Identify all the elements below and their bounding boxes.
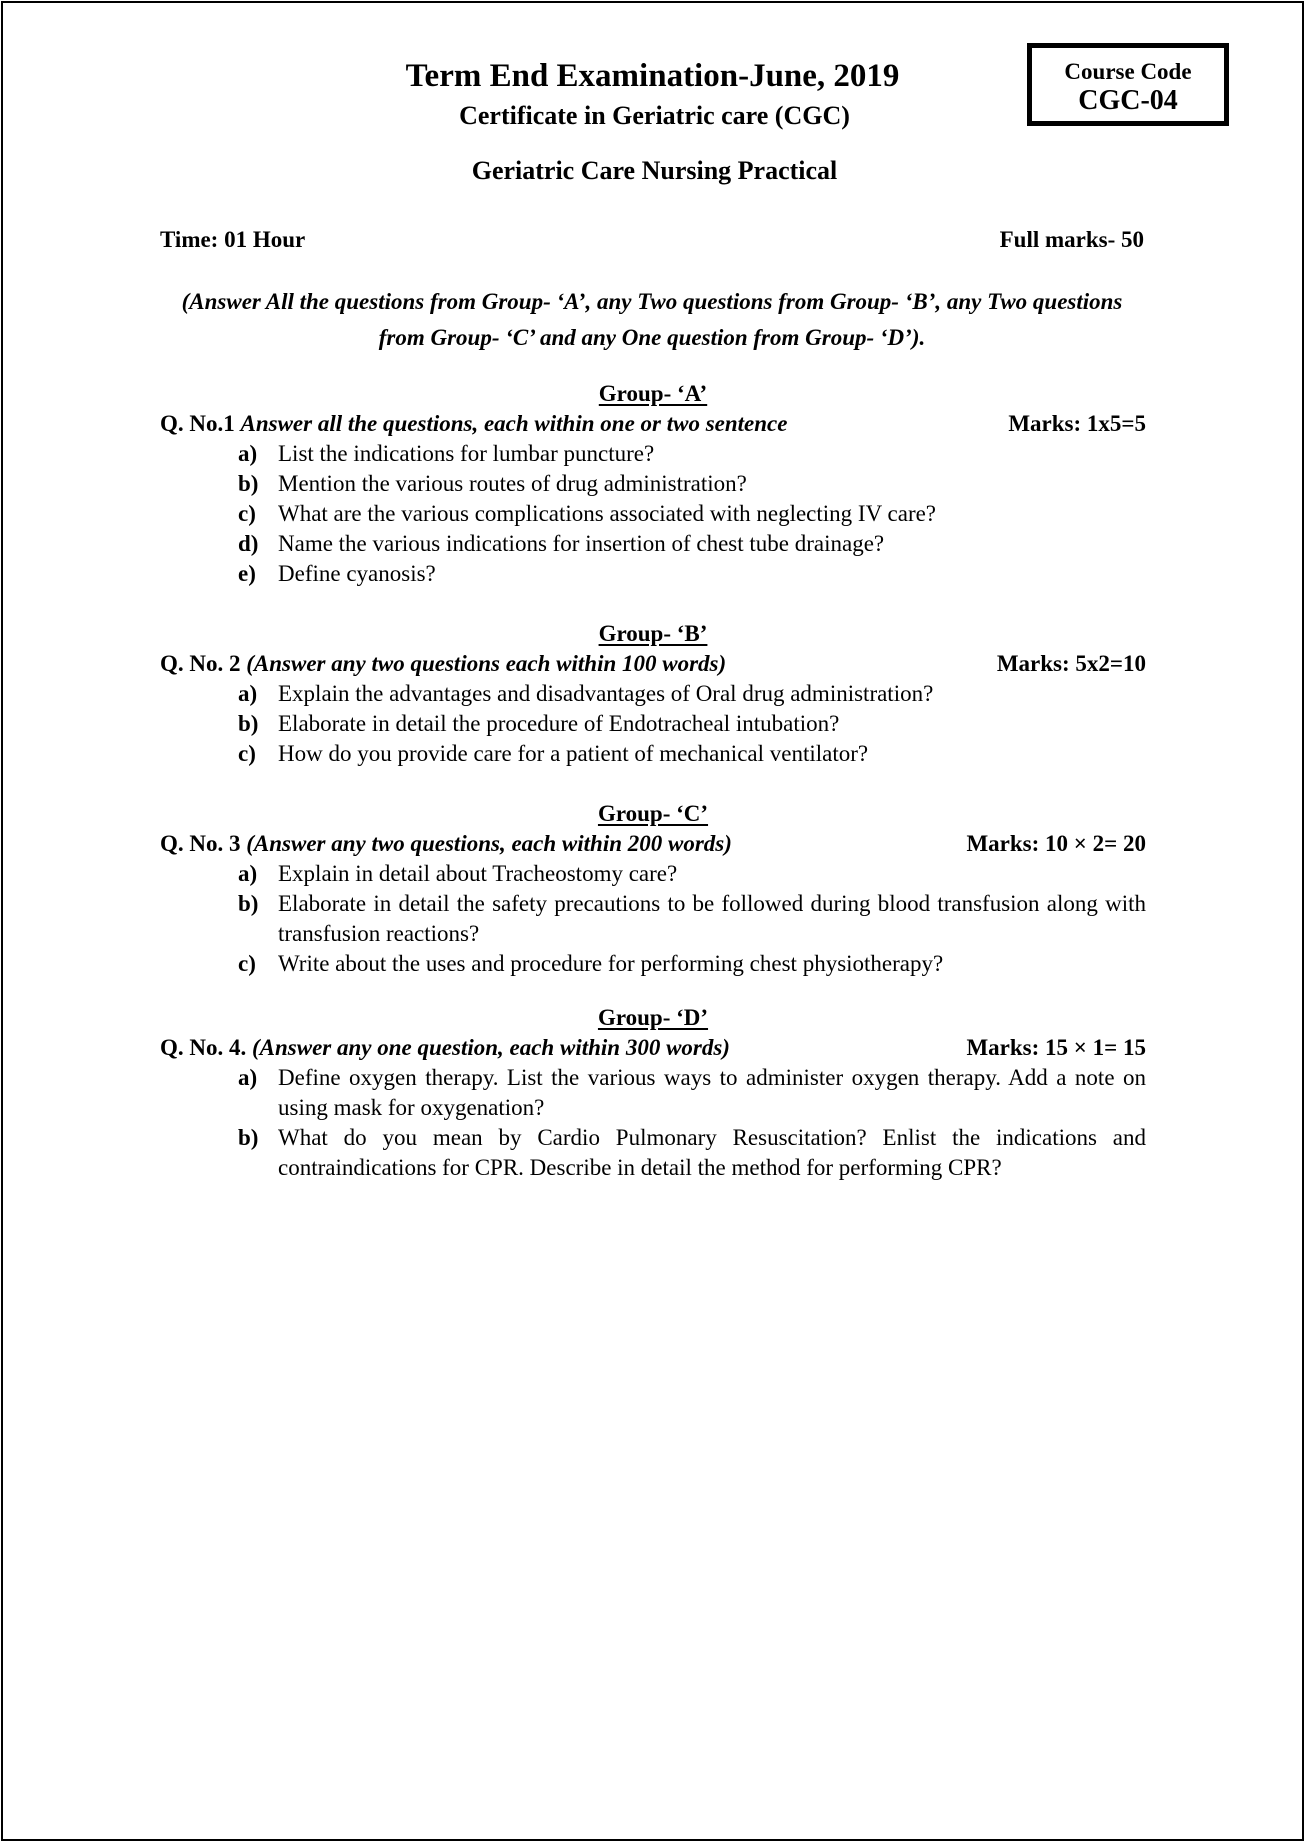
item-label: a)	[238, 1065, 258, 1090]
question-line	[160, 829, 1146, 859]
question-marks: Marks: 5x2=10	[996, 651, 1146, 676]
question-instruction: (Answer any one question, each within 300 words)	[252, 1035, 730, 1060]
item-text: What do you mean by Cardio Pulmonary Resuscitation? Enlist the indications and contraindications for CPR. Describe in detail the method for performing CPR?	[278, 1125, 1146, 1180]
list-item	[160, 709, 1146, 739]
course-code: CGC-04	[1078, 85, 1178, 116]
item-text: Explain the advantages and disadvantages of Oral drug administration?	[278, 681, 934, 706]
question-line	[160, 649, 1146, 679]
list-item	[160, 529, 1146, 559]
question-line	[160, 409, 1146, 439]
item-label: a)	[238, 861, 258, 886]
item-text: Define cyanosis?	[278, 561, 436, 586]
group-c	[160, 799, 1146, 979]
list-item	[160, 739, 1146, 769]
item-label: c)	[238, 951, 256, 976]
item-label: a)	[238, 441, 258, 466]
list-item	[160, 469, 1146, 499]
question-marks: Marks: 1x5=5	[1008, 411, 1146, 436]
question-marks: Marks: 15 × 1= 15	[966, 1035, 1146, 1060]
item-text: Mention the various routes of drug administration?	[278, 471, 747, 496]
list-item	[160, 1063, 1146, 1123]
item-label: a)	[238, 681, 258, 706]
group-b	[160, 619, 1146, 769]
instructions: (Answer All the questions from Group- ‘A’, any Two questions from Group- ‘B’, any Two questions from Group- ‘C’ and any One question from Group- ‘D’).	[181, 289, 1123, 350]
item-text: Explain in detail about Tracheostomy care?	[278, 861, 678, 886]
list-item	[160, 1123, 1146, 1183]
list-item	[160, 889, 1146, 949]
list-item	[160, 859, 1146, 889]
question-number: Q. No. 3	[160, 831, 241, 856]
course-code-label: Course Code	[1064, 59, 1192, 84]
group-heading: Group- ‘A’	[598, 381, 708, 406]
time-marks-row	[160, 227, 1144, 253]
item-text: How do you provide care for a patient of mechanical ventilator?	[278, 741, 869, 766]
group-heading: Group- ‘B’	[598, 621, 708, 646]
question-instruction: (Answer any two questions, each within 200 words)	[246, 831, 732, 856]
time-allowed: Time: 01 Hour	[160, 227, 306, 252]
exam-title: Term End Examination-June, 2019	[405, 58, 900, 94]
list-item	[160, 949, 1146, 979]
item-text: What are the various complications associated with neglecting IV care?	[278, 501, 937, 526]
item-label: c)	[238, 741, 256, 766]
group-heading: Group- ‘C’	[597, 801, 709, 826]
list-item	[160, 559, 1146, 589]
item-label: b)	[238, 471, 259, 496]
question-marks: Marks: 10 × 2= 20	[966, 831, 1146, 856]
item-label: d)	[238, 531, 259, 556]
list-item	[160, 679, 1146, 709]
list-item	[160, 439, 1146, 469]
item-text: Elaborate in detail the procedure of Endotracheal intubation?	[278, 711, 840, 736]
item-label: b)	[238, 1125, 259, 1150]
group-a	[160, 379, 1146, 589]
course-name: Geriatric Care Nursing Practical	[471, 156, 838, 185]
item-label: b)	[238, 891, 259, 916]
item-label: b)	[238, 711, 259, 736]
question-instruction: (Answer any two questions each within 100 words)	[246, 651, 727, 676]
item-text: List the indications for lumbar puncture?	[278, 441, 655, 466]
item-text: Elaborate in detail the safety precautions to be followed during blood transfusion along with transfusion reactions?	[278, 891, 1146, 946]
question-line	[160, 1033, 1146, 1063]
exam-subtitle: Certificate in Geriatric care (CGC)	[459, 101, 850, 130]
question-number: Q. No. 2	[160, 651, 241, 676]
course-code-box	[1027, 43, 1229, 126]
item-text: Define oxygen therapy. List the various ways to administer oxygen therapy. Add a note on using mask for oxygenation?	[278, 1065, 1146, 1120]
question-number: Q. No. 4.	[160, 1035, 247, 1060]
item-label: e)	[238, 561, 256, 586]
question-number: Q. No.1	[160, 411, 235, 436]
group-d	[160, 1003, 1146, 1183]
full-marks: Full marks- 50	[999, 227, 1144, 252]
item-text: Write about the uses and procedure for performing chest physiotherapy?	[278, 951, 944, 976]
item-text: Name the various indications for insertion of chest tube drainage?	[278, 531, 885, 556]
group-heading: Group- ‘D’	[597, 1005, 709, 1030]
question-instruction: Answer all the questions, each within one or two sentence	[240, 411, 788, 436]
item-label: c)	[238, 501, 256, 526]
list-item	[160, 499, 1146, 529]
